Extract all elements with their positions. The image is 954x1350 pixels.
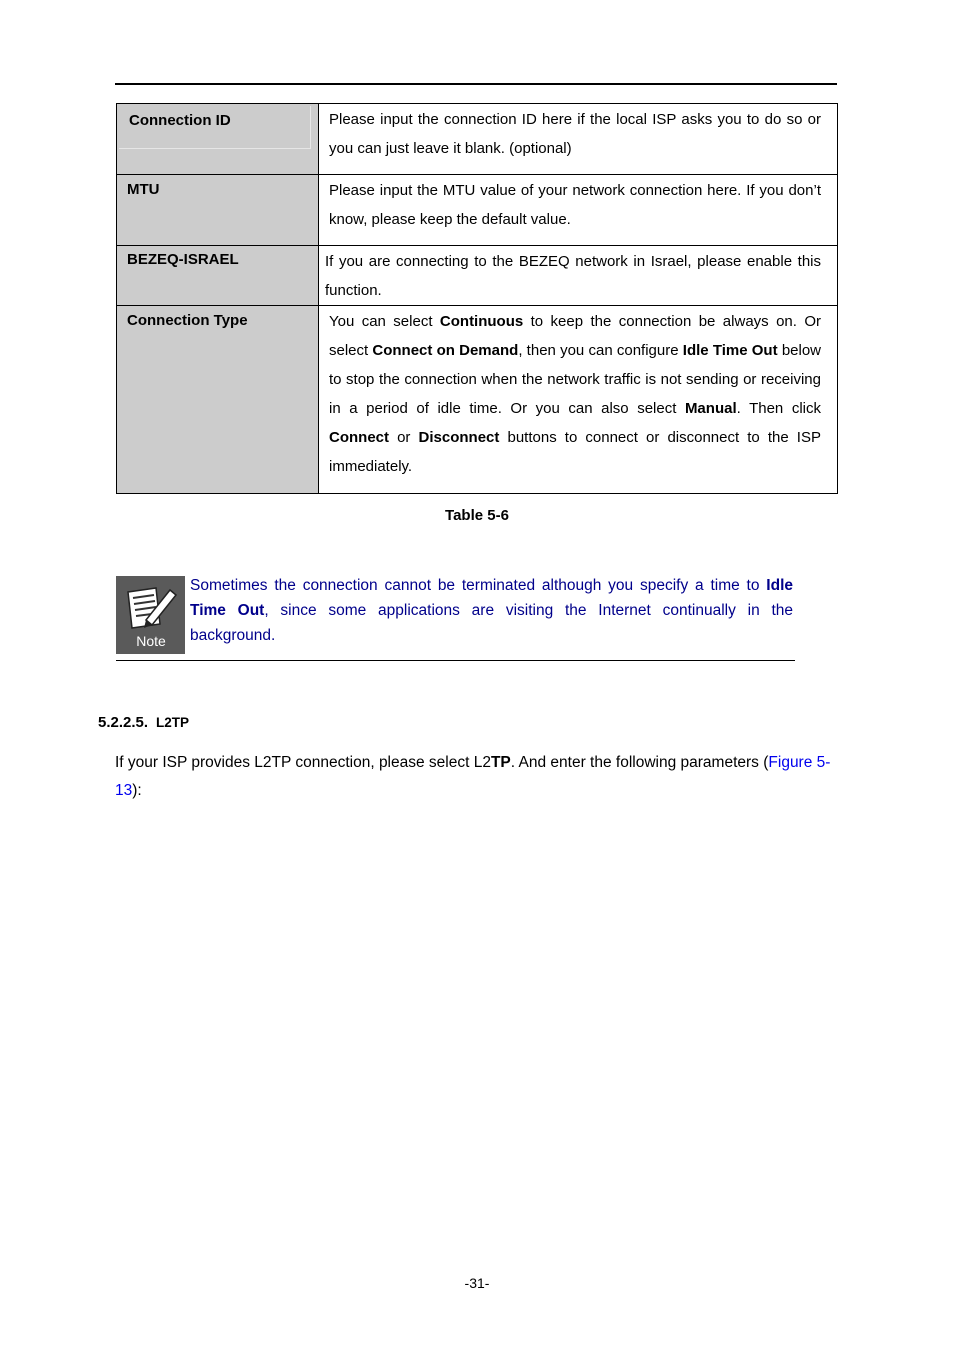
page-number: -31- bbox=[464, 1275, 490, 1291]
bold-text: Connect bbox=[329, 429, 389, 446]
row-description-text bbox=[319, 306, 837, 493]
text-run: . Then click bbox=[736, 400, 821, 417]
bold-text: Connect on Demand bbox=[372, 342, 519, 359]
bold-text: TP bbox=[490, 754, 511, 771]
table-row bbox=[117, 175, 838, 246]
row-description-text bbox=[319, 246, 837, 305]
row-description bbox=[319, 175, 838, 246]
row-description bbox=[319, 246, 838, 306]
table-row bbox=[117, 104, 838, 175]
row-description-text bbox=[319, 175, 837, 234]
row-description-text bbox=[319, 104, 837, 163]
section-heading bbox=[98, 714, 189, 731]
bold-text: Idle Time Out bbox=[190, 577, 793, 619]
body-paragraph bbox=[115, 749, 837, 805]
row-description bbox=[319, 104, 838, 175]
note-icon-label: Note bbox=[136, 633, 166, 649]
table-row bbox=[117, 306, 838, 494]
row-label-cell bbox=[117, 175, 319, 246]
bold-text: Continuous bbox=[439, 313, 524, 330]
text-run: to keep the connection be always on. Or select bbox=[329, 313, 821, 359]
row-description bbox=[319, 306, 838, 494]
row-label-cell bbox=[117, 104, 319, 175]
text-run: ): bbox=[132, 782, 142, 799]
text-run: , since some applications are visiting the Internet continually in the background. bbox=[190, 602, 794, 644]
parameter-table bbox=[116, 103, 838, 494]
text-run: Sometimes the connection cannot be terminated although you specify a time to bbox=[190, 577, 767, 594]
row-label: MTU bbox=[127, 181, 160, 198]
row-label: BEZEQ-ISRAEL bbox=[127, 251, 239, 268]
text-run: You can select bbox=[329, 313, 440, 330]
bold-text: Idle Time Out bbox=[682, 342, 778, 359]
text-run: Please input the MTU value of your network connection here. If you don’t know, please keep the default value. bbox=[329, 182, 821, 228]
section-title: L2TP bbox=[156, 715, 190, 730]
row-label-cell bbox=[117, 246, 319, 306]
bold-text: Manual bbox=[684, 400, 737, 417]
text-run: Please input the connection ID here if the local ISP asks you to do so or you can just leave it blank. (optional) bbox=[329, 111, 821, 157]
note-divider bbox=[116, 660, 795, 661]
note-icon bbox=[116, 576, 185, 654]
text-run: If you are connecting to the BEZEQ network in Israel, please enable this function. bbox=[325, 253, 821, 299]
section-number: 5.2.2.5. bbox=[98, 714, 149, 731]
text-run: or bbox=[389, 429, 419, 446]
row-label-cell bbox=[117, 306, 319, 494]
text-run: . And enter the following parameters ( bbox=[510, 754, 769, 771]
bold-text: Disconnect bbox=[418, 429, 500, 446]
figure-link[interactable]: Figure 5-13 bbox=[115, 754, 831, 799]
row-label: Connection ID bbox=[129, 112, 231, 129]
row-label: Connection Type bbox=[127, 312, 248, 329]
text-run: , then you can configure bbox=[518, 342, 683, 359]
table-caption: Table 5-6 bbox=[445, 507, 509, 524]
table-row bbox=[117, 246, 838, 306]
text-run: below to stop the connection when the network traffic is not sending or receiving in a period of idle time. Or you can also select bbox=[329, 342, 822, 417]
text-run: If your ISP provides L2TP connection, please select L2 bbox=[115, 754, 491, 771]
text-run: buttons to connect or disconnect to the ISP immediately. bbox=[329, 429, 821, 475]
note-text bbox=[190, 573, 793, 648]
header-rule bbox=[115, 83, 837, 85]
